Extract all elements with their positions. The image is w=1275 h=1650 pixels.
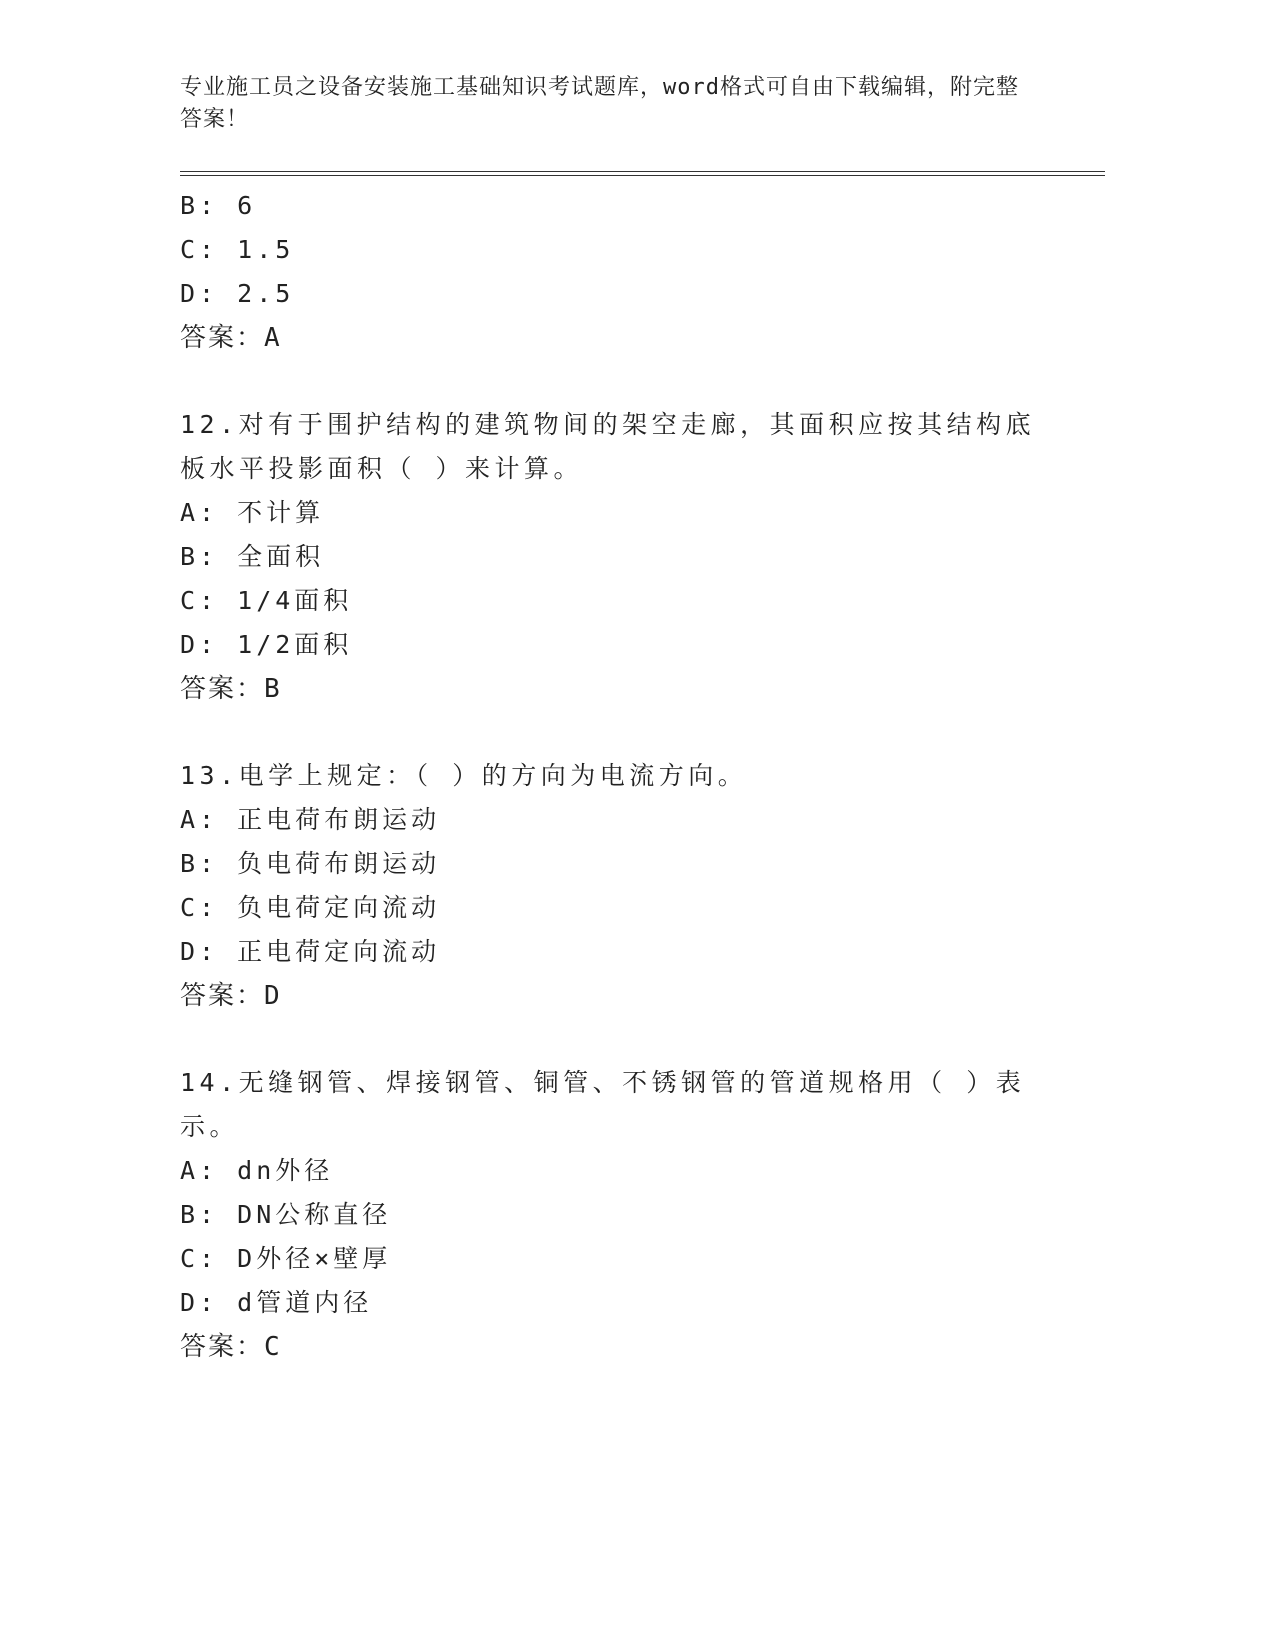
question-14 xyxy=(180,1061,1105,1369)
question-stem: 14.无缝钢管、焊接钢管、铜管、不锈钢管的管道规格用（ ）表示。 xyxy=(180,1068,1026,1141)
page-header: 专业施工员之设备安装施工基础知识考试题库，word格式可自由下载编辑，附完整答案！ xyxy=(180,75,1019,132)
option-c: C: D外径×壁厚 xyxy=(180,1244,392,1273)
question-12 xyxy=(180,403,1105,711)
option-a: A: dn外径 xyxy=(180,1156,334,1185)
option-c: C: 1/4面积 xyxy=(180,586,353,615)
option-a: A: 正电荷布朗运动 xyxy=(180,805,441,834)
answer: 答案：B xyxy=(180,674,282,704)
question-stem: 12.对有于围护结构的建筑物间的架空走廊，其面积应按其结构底板水平投影面积（ ）来计算。 xyxy=(180,410,1036,483)
answer: 答案：C xyxy=(180,1332,282,1362)
question-11-tail xyxy=(180,184,1105,360)
option-c: C: 负电荷定向流动 xyxy=(180,893,441,922)
header-rule xyxy=(180,171,1105,176)
answer: 答案：A xyxy=(180,323,282,353)
question-13 xyxy=(180,754,1105,1018)
option-d: D: 1/2面积 xyxy=(180,630,353,659)
answer: 答案：D xyxy=(180,981,282,1011)
option-a: A: 不计算 xyxy=(180,498,325,527)
option-d: D: 2.5 xyxy=(180,279,295,308)
document-body xyxy=(180,184,1105,1369)
option-b: B: DN公称直径 xyxy=(180,1200,392,1229)
option-c: C: 1.5 xyxy=(180,235,295,264)
option-b: B: 全面积 xyxy=(180,542,325,571)
question-stem: 13.电学上规定：（ ）的方向为电流方向。 xyxy=(180,761,748,790)
option-d: D: 正电荷定向流动 xyxy=(180,937,441,966)
option-b: B: 负电荷布朗运动 xyxy=(180,849,441,878)
option-d: D: d管道内径 xyxy=(180,1288,373,1317)
option-b: B: 6 xyxy=(180,191,257,220)
